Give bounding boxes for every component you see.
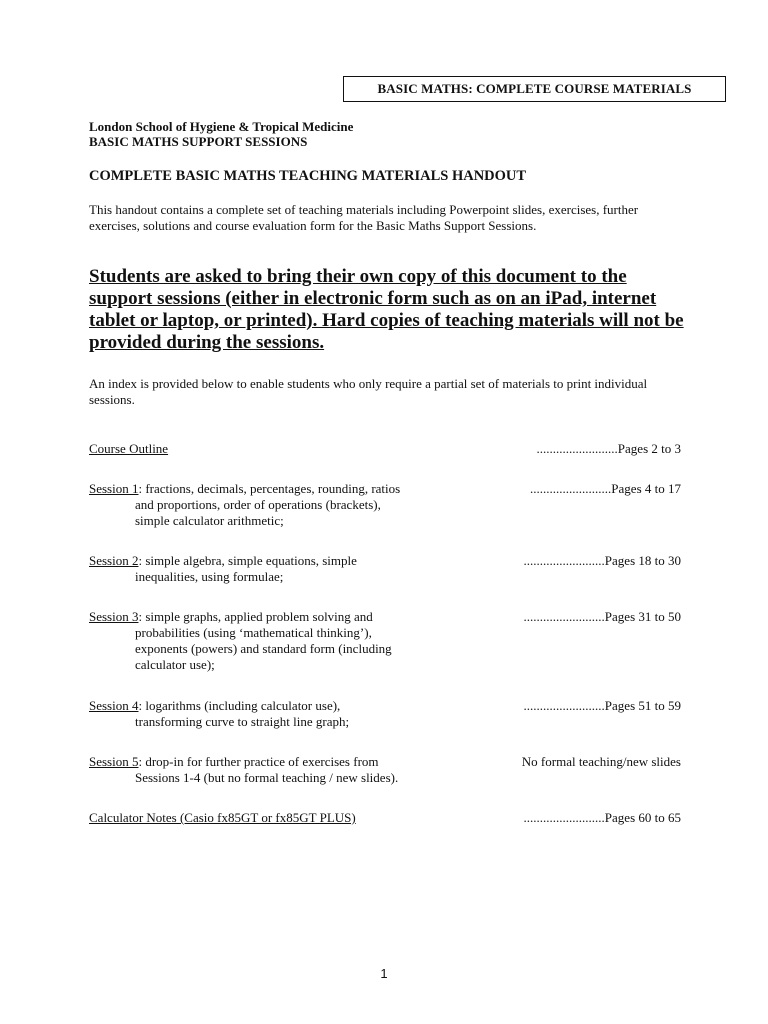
- session-1-desc-line: simple calculator arithmetic;: [135, 513, 284, 528]
- course-materials-header-box: [343, 76, 726, 102]
- session-3-desc-line: probabilities (using ‘mathematical thinking’),: [135, 625, 372, 640]
- index-entry-session-5: [89, 754, 681, 786]
- session-2-desc-line: inequalities, using formulae;: [135, 569, 284, 584]
- bring-copy-notice: Students are asked to bring their own copy of this document to the support sessions (either in electronic form such as on an iPad, internet tablet or laptop, or printed). Hard copies of teaching materials will not be provided during the sessions.: [89, 266, 684, 353]
- session-4-pages: .........................Pages 51 to 59: [523, 698, 681, 713]
- session-1-pages: .........................Pages 4 to 17: [530, 481, 681, 496]
- session-3-title: Session 3: [89, 609, 139, 624]
- session-4-desc-first: : logarithms (including calculator use),: [138, 698, 341, 713]
- session-2-desc-first: : simple algebra, simple equations, simple: [138, 553, 357, 568]
- index-entry-session-3: [89, 609, 681, 673]
- institution-name: London School of Hygiene & Tropical Medicine: [89, 119, 354, 134]
- index-entry-session-4: [89, 698, 681, 730]
- session-1-desc-first: : fractions, decimals, percentages, rounding, ratios: [138, 481, 401, 496]
- session-1-title: Session 1: [89, 481, 139, 496]
- course-outline-pages: .........................Pages 2 to 3: [536, 441, 681, 456]
- session-4-title: Session 4: [89, 698, 139, 713]
- intro-paragraph: This handout contains a complete set of teaching materials including Powerpoint slides, exercises, further exercises, solutions and course evaluation form for the Basic Maths Support Sessions.: [89, 202, 639, 233]
- session-5-pages: No formal teaching/new slides: [521, 754, 681, 769]
- calculator-notes-title: Calculator Notes (Casio fx85GT or fx85GT PLUS): [89, 810, 356, 825]
- session-5-desc-first: : drop-in for further practice of exercises from: [138, 754, 379, 769]
- session-5-desc-line: Sessions 1-4 (but no formal teaching / new slides).: [135, 770, 399, 785]
- index-entry-course-outline: [89, 441, 681, 457]
- institution-block: [89, 119, 353, 149]
- session-5-title: Session 5: [89, 754, 139, 769]
- session-3-desc-line: calculator use);: [135, 657, 215, 672]
- course-outline-title: Course Outline: [89, 441, 169, 456]
- session-2-title: Session 2: [89, 553, 139, 568]
- session-1-desc-line: and proportions, order of operations (brackets),: [135, 497, 381, 512]
- session-4-desc-line: transforming curve to straight line graph;: [135, 714, 350, 729]
- sessions-name: BASIC MATHS SUPPORT SESSIONS: [89, 134, 308, 149]
- session-3-pages: .........................Pages 31 to 50: [523, 609, 681, 624]
- index-entry-session-1: [89, 481, 681, 529]
- session-2-pages: .........................Pages 18 to 30: [523, 553, 681, 568]
- index-entry-calculator-notes: [89, 810, 681, 826]
- session-3-desc-first: : simple graphs, applied problem solving and: [138, 609, 373, 624]
- header-box-title: BASIC MATHS: COMPLETE COURSE MATERIALS: [377, 81, 692, 96]
- calculator-notes-pages: .........................Pages 60 to 65: [523, 810, 681, 825]
- session-3-desc-line: exponents (powers) and standard form (including: [135, 641, 392, 656]
- page-number: 1: [380, 966, 388, 981]
- index-intro-paragraph: An index is provided below to enable students who only require a partial set of materials to print individual sessions.: [89, 376, 648, 407]
- handout-title: COMPLETE BASIC MATHS TEACHING MATERIALS HANDOUT: [89, 168, 527, 184]
- index-entry-session-2: [89, 553, 681, 585]
